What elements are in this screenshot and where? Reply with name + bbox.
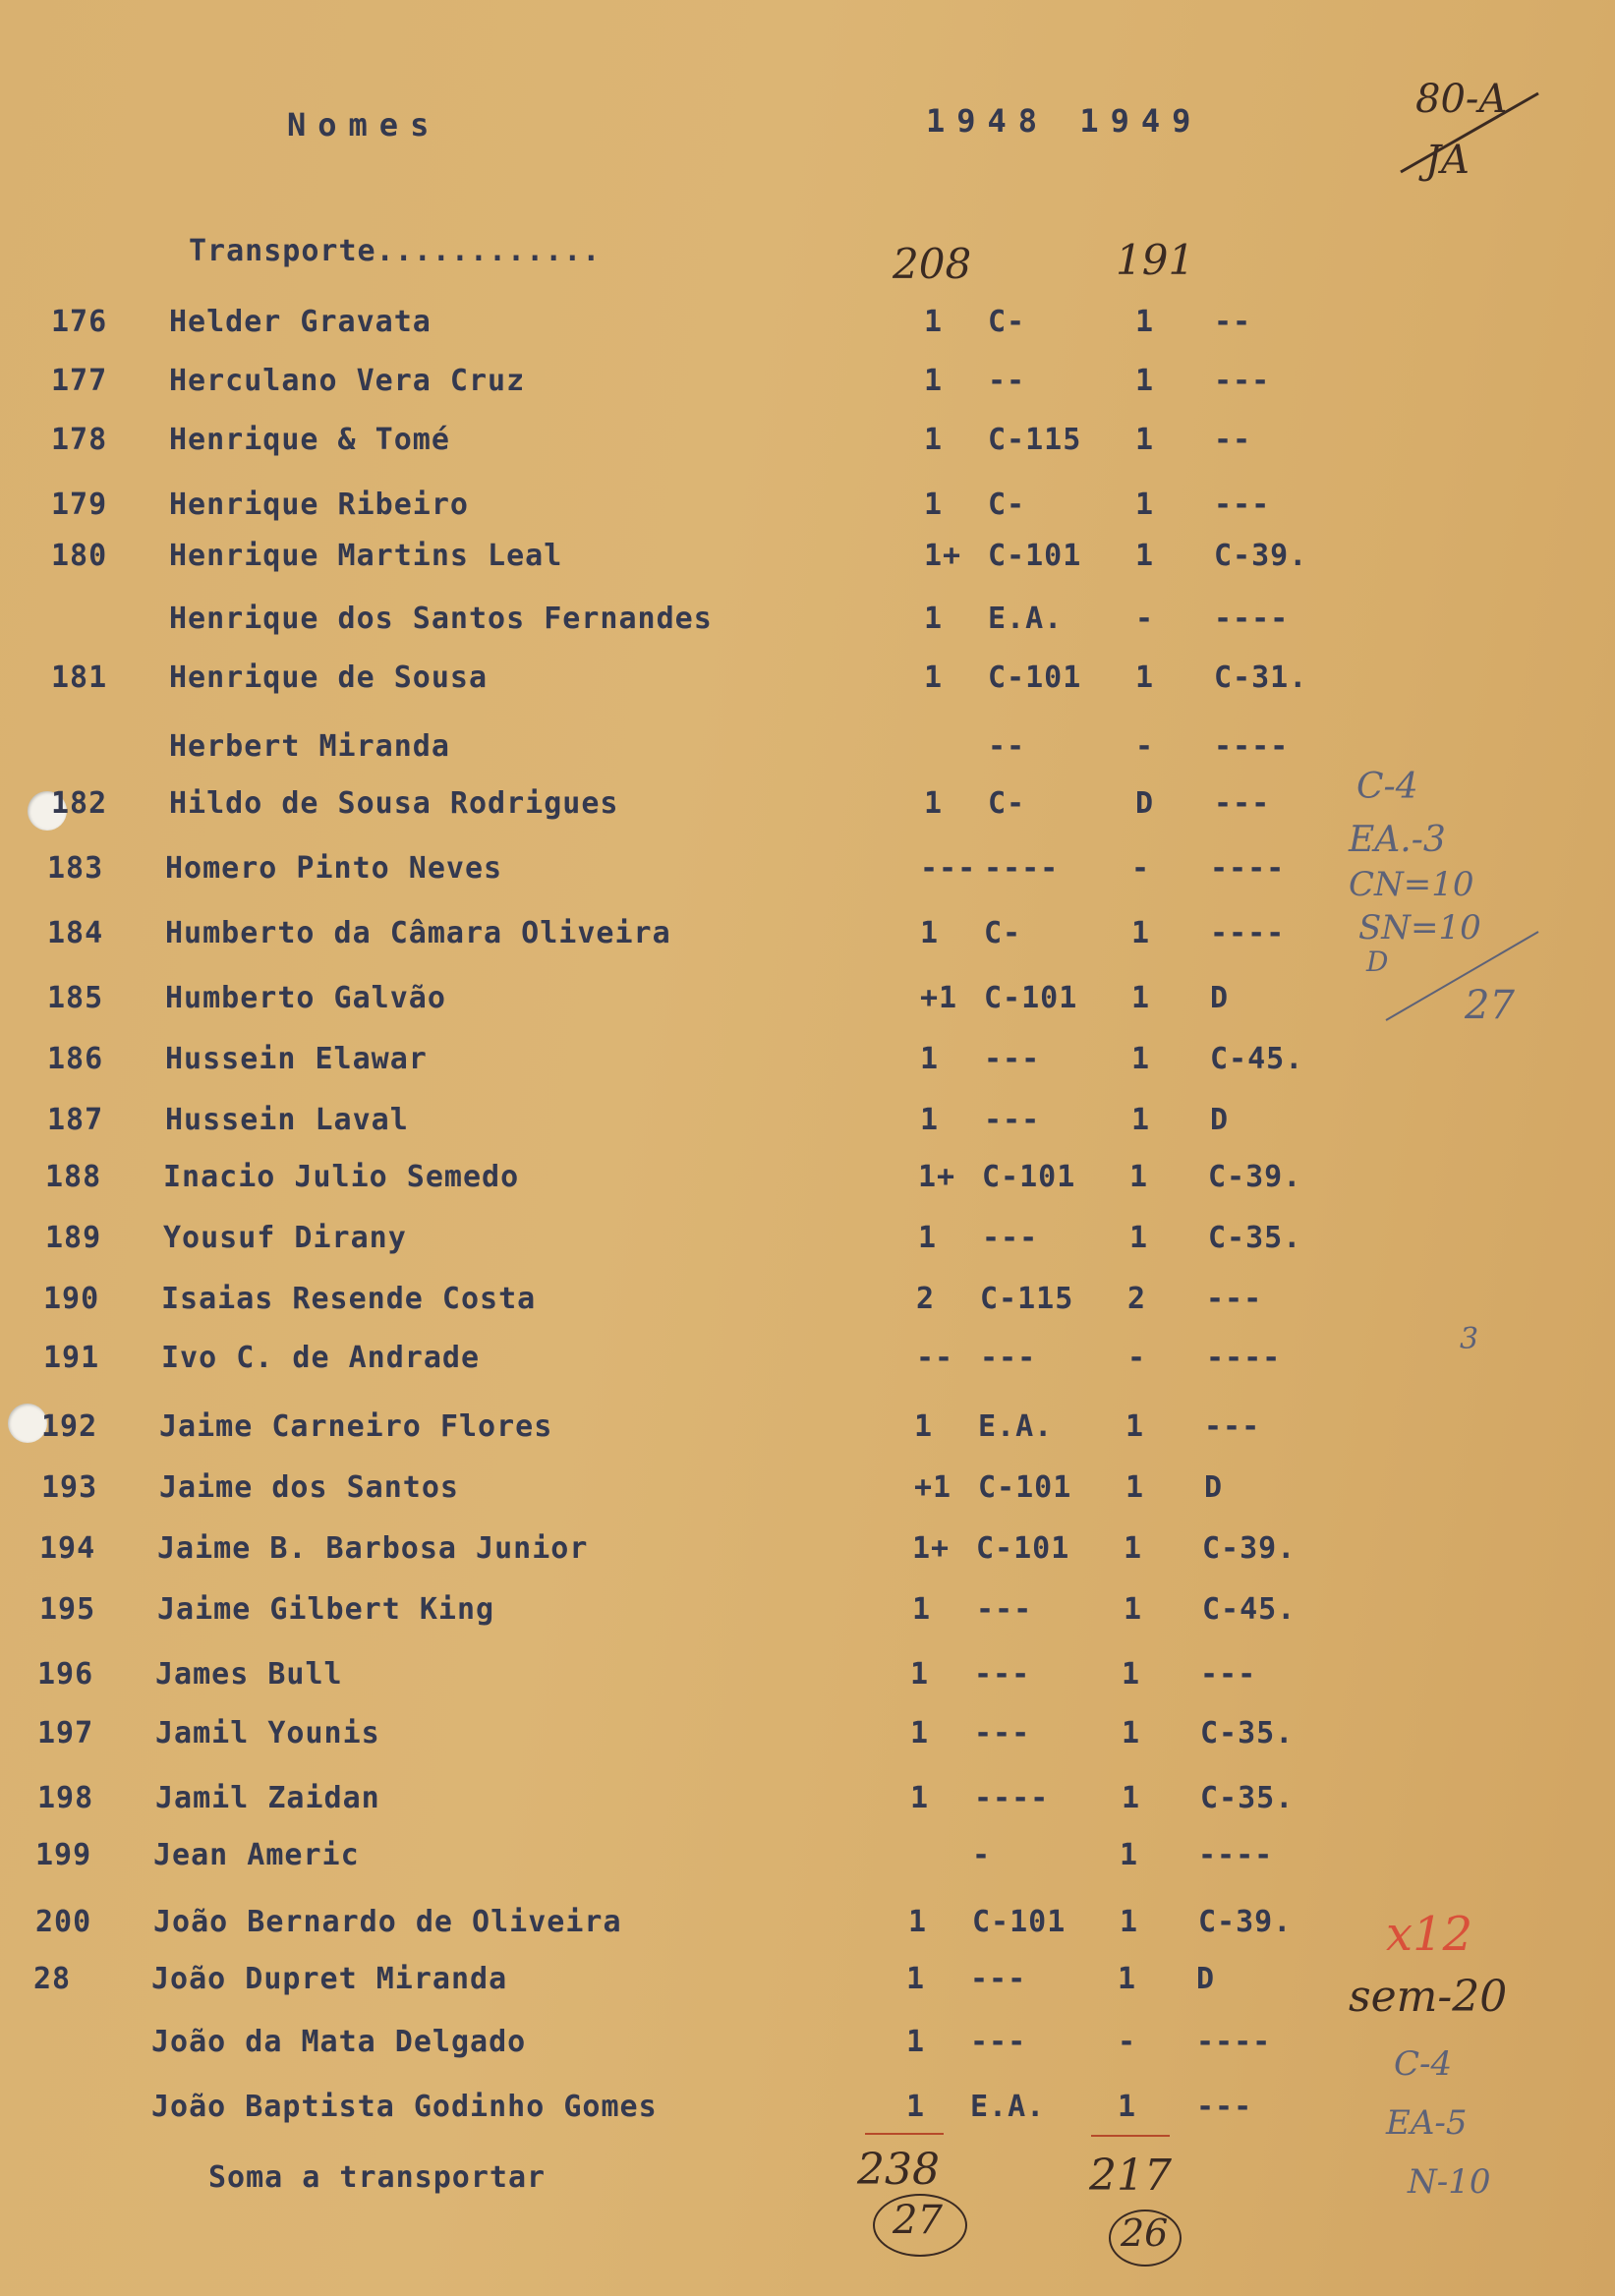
count-1949: 1 xyxy=(1125,1409,1145,1444)
note-1949: D xyxy=(1196,1962,1216,1996)
note-1948: C-101 xyxy=(984,981,1078,1015)
row-number: 189 xyxy=(45,1221,102,1255)
count-1948: 1 xyxy=(906,1962,926,1996)
count-1949: 1 xyxy=(1122,1781,1141,1815)
row-name: Jaime Carneiro Flores xyxy=(159,1409,553,1444)
note-1949: D xyxy=(1210,1103,1230,1137)
note-1949: D xyxy=(1210,981,1230,1015)
count-1948: --- xyxy=(920,851,977,886)
note-1948: - xyxy=(972,1838,992,1872)
count-1948: -- xyxy=(916,1341,954,1375)
note-1949: ---- xyxy=(1214,602,1290,636)
note-1948: --- xyxy=(974,1657,1031,1692)
table-row xyxy=(0,539,1615,598)
row-name: Herculano Vera Cruz xyxy=(169,364,526,398)
count-1948: 1 xyxy=(920,1042,940,1076)
note-1948: E.A. xyxy=(970,2090,1046,2124)
table-row xyxy=(0,364,1615,423)
note-1948: --- xyxy=(980,1341,1037,1375)
row-number: 196 xyxy=(37,1657,94,1692)
row-name: Henrique Ribeiro xyxy=(169,488,469,522)
note-1949: --- xyxy=(1200,1657,1257,1692)
note-1949: D xyxy=(1204,1470,1224,1505)
row-number: 198 xyxy=(37,1781,94,1815)
row-number: 185 xyxy=(47,981,104,1015)
note-1949: C-39. xyxy=(1208,1160,1302,1194)
count-1948: 1 xyxy=(918,1221,938,1255)
count-1949: 1 xyxy=(1135,305,1155,339)
count-1949: 1 xyxy=(1131,1042,1151,1076)
count-1949: - xyxy=(1135,602,1155,636)
count-1949: 1 xyxy=(1124,1531,1143,1566)
note-1949: C-35. xyxy=(1200,1716,1295,1751)
count-1949: 1 xyxy=(1124,1592,1143,1627)
row-name: Henrique & Tomé xyxy=(169,423,450,457)
row-name: João Baptista Godinho Gomes xyxy=(151,2090,658,2124)
years-header: 1948 1949 xyxy=(926,102,1203,140)
row-name: Henrique dos Santos Fernandes xyxy=(169,602,713,636)
note-1948: E.A. xyxy=(988,602,1064,636)
count-1949: 1 xyxy=(1131,916,1151,950)
row-name: Helder Gravata xyxy=(169,305,432,339)
margin-note-total: 27 xyxy=(1465,983,1515,1028)
count-1949: 2 xyxy=(1127,1282,1147,1316)
note-1949: --- xyxy=(1214,488,1271,522)
row-name: Homero Pinto Neves xyxy=(165,851,503,886)
table-row xyxy=(0,1160,1615,1219)
table-row xyxy=(0,2025,1615,2084)
count-1949: - xyxy=(1127,1341,1147,1375)
note-1949: ---- xyxy=(1210,851,1286,886)
row-name: Henrique Martins Leal xyxy=(169,539,563,573)
note-1949: C-31. xyxy=(1214,660,1308,695)
count-1948: 1 xyxy=(906,2090,926,2124)
row-name: Hussein Laval xyxy=(165,1103,409,1137)
count-1949: 1 xyxy=(1120,1838,1139,1872)
row-number: 186 xyxy=(47,1042,104,1076)
note-1948: E.A. xyxy=(978,1409,1054,1444)
note-1949: C-39. xyxy=(1202,1531,1297,1566)
count-1949: 1 xyxy=(1129,1160,1149,1194)
count-1948: 1 xyxy=(908,1905,928,1939)
note-1949: -- xyxy=(1214,423,1252,457)
count-1949: 1 xyxy=(1135,488,1155,522)
table-row xyxy=(0,602,1615,660)
note-1949: ---- xyxy=(1196,2025,1272,2059)
note-1949: C-35. xyxy=(1200,1781,1295,1815)
table-row xyxy=(0,305,1615,364)
note-1948: C- xyxy=(988,488,1026,522)
count-1948: 1+ xyxy=(912,1531,951,1566)
count-1949: - xyxy=(1131,851,1151,886)
table-row xyxy=(0,1409,1615,1468)
row-number: 181 xyxy=(51,660,108,695)
margin-note: SN=10 xyxy=(1358,908,1481,947)
count-1948: 1 xyxy=(924,488,944,522)
sum-line-1949 xyxy=(1091,2135,1170,2137)
row-name: Jamil Zaidan xyxy=(155,1781,380,1815)
note-1948: C-101 xyxy=(988,660,1082,695)
note-1949: ---- xyxy=(1206,1341,1282,1375)
margin-note-red: x12 xyxy=(1386,1907,1473,1962)
table-row xyxy=(0,2090,1615,2149)
row-number: 184 xyxy=(47,916,104,950)
note-1948: ---- xyxy=(974,1781,1050,1815)
note-1949: -- xyxy=(1214,305,1252,339)
row-name: Ivo C. de Andrade xyxy=(161,1341,481,1375)
row-number: 199 xyxy=(35,1838,92,1872)
row-name: Humberto da Câmara Oliveira xyxy=(165,916,671,950)
table-row xyxy=(0,1905,1615,1964)
sum-line-1948 xyxy=(865,2133,944,2135)
table-row xyxy=(0,1657,1615,1716)
count-1949: D xyxy=(1135,786,1155,821)
count-1948: 1+ xyxy=(924,539,962,573)
row-number: 197 xyxy=(37,1716,94,1751)
table-row xyxy=(0,488,1615,546)
margin-note: C-4 xyxy=(1394,2044,1453,2084)
row-name: Jaime B. Barbosa Junior xyxy=(157,1531,589,1566)
margin-note: CN=10 xyxy=(1349,865,1474,904)
note-1949: --- xyxy=(1214,786,1271,821)
table-row xyxy=(0,1282,1615,1341)
note-1948: C-101 xyxy=(976,1531,1070,1566)
count-1949: - xyxy=(1118,2025,1137,2059)
note-1948: C-115 xyxy=(980,1282,1074,1316)
count-1948: 1 xyxy=(920,916,940,950)
note-1948: C- xyxy=(988,305,1026,339)
row-number: 183 xyxy=(47,851,104,886)
table-row xyxy=(0,1221,1615,1280)
row-number: 182 xyxy=(51,786,108,821)
note-1949: --- xyxy=(1206,1282,1263,1316)
note-1948: C-115 xyxy=(988,423,1082,457)
note-1948: --- xyxy=(984,1103,1041,1137)
row-name: Yousuf Dirany xyxy=(163,1221,407,1255)
row-name: Jaime dos Santos xyxy=(159,1470,459,1505)
row-number: 177 xyxy=(51,364,108,398)
count-1949: 1 xyxy=(1122,1657,1141,1692)
note-1949: C-39. xyxy=(1198,1905,1293,1939)
count-1948: 1 xyxy=(924,602,944,636)
row-number: 191 xyxy=(43,1341,100,1375)
note-1948: ---- xyxy=(984,851,1060,886)
count-1949: 1 xyxy=(1129,1221,1149,1255)
count-1948: 1 xyxy=(912,1592,932,1627)
row-name: Jamil Younis xyxy=(155,1716,380,1751)
count-1949: 1 xyxy=(1135,423,1155,457)
count-1949: 1 xyxy=(1135,539,1155,573)
count-1949: 1 xyxy=(1125,1470,1145,1505)
row-number: 188 xyxy=(45,1160,102,1194)
note-1949: C-45. xyxy=(1202,1592,1297,1627)
note-1949: ---- xyxy=(1214,729,1290,764)
table-row xyxy=(0,1042,1615,1101)
count-1948: 1 xyxy=(910,1716,930,1751)
note-1948: C-101 xyxy=(972,1905,1067,1939)
row-name: Herbert Miranda xyxy=(169,729,450,764)
note-1948: C- xyxy=(984,916,1022,950)
count-1949: 1 xyxy=(1135,660,1155,695)
corner-note-1: 80-A xyxy=(1415,77,1508,122)
row-name: Henrique de Sousa xyxy=(169,660,489,695)
transport-total-1948: 208 xyxy=(893,240,972,288)
row-name: Hussein Elawar xyxy=(165,1042,428,1076)
margin-note: sem-20 xyxy=(1349,1972,1508,2022)
count-1948: 1 xyxy=(910,1657,930,1692)
note-1948: --- xyxy=(974,1716,1031,1751)
row-number: 179 xyxy=(51,488,108,522)
note-1948: -- xyxy=(988,364,1026,398)
count-1948: 1 xyxy=(924,364,944,398)
count-1948: 1 xyxy=(924,305,944,339)
count-1948: 1 xyxy=(906,2025,926,2059)
table-row xyxy=(0,981,1615,1040)
count-1948: 2 xyxy=(916,1282,936,1316)
note-1949: --- xyxy=(1204,1409,1261,1444)
row-name: João da Mata Delgado xyxy=(151,2025,527,2059)
note-1948: C-101 xyxy=(978,1470,1072,1505)
table-row xyxy=(0,1716,1615,1775)
table-row xyxy=(0,1781,1615,1840)
row-number: 28 xyxy=(33,1962,72,1996)
row-number: 178 xyxy=(51,423,108,457)
footer-total-1948: 238 xyxy=(857,2145,940,2195)
row-name: João Dupret Miranda xyxy=(151,1962,508,1996)
note-1948: --- xyxy=(976,1592,1033,1627)
count-1948: 1 xyxy=(920,1103,940,1137)
row-number: 176 xyxy=(51,305,108,339)
names-header: Nomes xyxy=(287,106,441,144)
count-1948: +1 xyxy=(920,981,958,1015)
row-number: 180 xyxy=(51,539,108,573)
count-1948: +1 xyxy=(914,1470,952,1505)
transport-total-1949: 191 xyxy=(1116,236,1195,284)
row-name: João Bernardo de Oliveira xyxy=(153,1905,622,1939)
note-1949: C-45. xyxy=(1210,1042,1304,1076)
margin-mark: 3 xyxy=(1460,1322,1479,1356)
note-1948: --- xyxy=(970,2025,1027,2059)
row-number: 195 xyxy=(39,1592,96,1627)
transport-label: Transporte............ xyxy=(189,234,602,268)
table-row xyxy=(0,1103,1615,1162)
note-1949: --- xyxy=(1214,364,1271,398)
row-number: 190 xyxy=(43,1282,100,1316)
row-name: Isaias Resende Costa xyxy=(161,1282,537,1316)
row-name: James Bull xyxy=(155,1657,343,1692)
count-1948: 1 xyxy=(914,1409,934,1444)
row-name: Hildo de Sousa Rodrigues xyxy=(169,786,619,821)
note-1948: C- xyxy=(988,786,1026,821)
margin-note: EA-5 xyxy=(1386,2103,1468,2143)
note-1949: C-39. xyxy=(1214,539,1308,573)
row-name: Inacio Julio Semedo xyxy=(163,1160,520,1194)
table-row xyxy=(0,1838,1615,1897)
note-1948: --- xyxy=(984,1042,1041,1076)
table-row xyxy=(0,1470,1615,1529)
row-number: 193 xyxy=(41,1470,98,1505)
row-number: 200 xyxy=(35,1905,92,1939)
table-row xyxy=(0,423,1615,482)
note-1948: --- xyxy=(982,1221,1039,1255)
count-1948: 1 xyxy=(924,423,944,457)
count-1948: 1 xyxy=(910,1781,930,1815)
corner-slash-icon xyxy=(1391,79,1548,187)
count-1949: 1 xyxy=(1118,1962,1137,1996)
note-1948: C-101 xyxy=(988,539,1082,573)
footer-label: Soma a transportar xyxy=(208,2160,547,2195)
margin-note: C-4 xyxy=(1356,767,1418,807)
note-1949: --- xyxy=(1196,2090,1253,2124)
count-1949: 1 xyxy=(1131,1103,1151,1137)
table-row xyxy=(0,1341,1615,1400)
margin-note: D xyxy=(1366,946,1389,978)
margin-note: N-10 xyxy=(1408,2162,1491,2202)
footer-total-1949: 217 xyxy=(1089,2151,1172,2201)
count-1948: 1 xyxy=(924,786,944,821)
count-1949: 1 xyxy=(1122,1716,1141,1751)
table-row xyxy=(0,1592,1615,1651)
note-1948: -- xyxy=(988,729,1026,764)
note-1949: ---- xyxy=(1210,916,1286,950)
count-1949: 1 xyxy=(1135,364,1155,398)
count-1949: 1 xyxy=(1131,981,1151,1015)
table-row xyxy=(0,660,1615,719)
count-1948: 1+ xyxy=(918,1160,956,1194)
margin-note: EA.-3 xyxy=(1349,820,1446,860)
circled-count-1949-text: 26 xyxy=(1121,2211,1169,2255)
row-number: 192 xyxy=(41,1409,98,1444)
note-1948: --- xyxy=(970,1962,1027,1996)
note-1949: ---- xyxy=(1198,1838,1274,1872)
count-1949: 1 xyxy=(1118,2090,1137,2124)
row-name: Jean Americ xyxy=(153,1838,360,1872)
row-name: Jaime Gilbert King xyxy=(157,1592,495,1627)
count-1949: 1 xyxy=(1120,1905,1139,1939)
row-number: 187 xyxy=(47,1103,104,1137)
count-1948: 1 xyxy=(924,660,944,695)
row-number: 194 xyxy=(39,1531,96,1566)
count-1949: - xyxy=(1135,729,1155,764)
note-1948: C-101 xyxy=(982,1160,1076,1194)
row-name: Humberto Galvão xyxy=(165,981,446,1015)
corner-note-2: JA xyxy=(1425,138,1470,183)
circled-count-1948-text: 27 xyxy=(893,2198,943,2243)
table-row xyxy=(0,1531,1615,1590)
note-1949: C-35. xyxy=(1208,1221,1302,1255)
